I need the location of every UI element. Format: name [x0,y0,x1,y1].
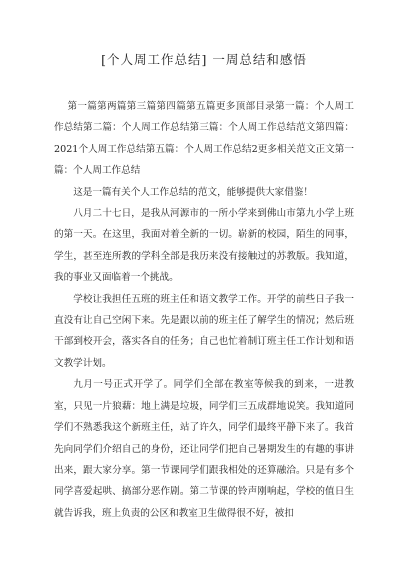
table-of-contents-paragraph: 第一篇第两篇第三篇第四篇第五篇更多顶部目录第一篇：个人周工作总结第二篇：个人周工作总结第三篇：个人周工作总结范文第四篇：2021个人周工作总结第五篇：个人周工作总结2更多相关范文正文第一篇：个人周工作总结 [54,101,354,177]
body-paragraph: 九月一号正式开学了。同学们全部在教室等候我的到来，一进教室，只见一片狼藉：地上满是垃圾，同学们三五成群地说笑。我知道同学们不熟悉我这个新班主任，站了许久，同学们最终平静下来了。我首先向同学们介绍自己的身份，还让同学们把自己暑期发生的有趣的事讲出来，跟大家分享。第一节课同学们跟我相处的还算融洽。只是有多个同学喜爱起哄、搞部分恶作剧。第二节课的铃声刚响起，学校的值日生就告诉我，班上负责的公区和教室卫生做得很不好，被扣 [54,379,354,519]
intro-paragraph: 这是一篇有关个人工作总结的范文，能够提供大家借鉴！ [73,186,314,198]
body-paragraph: 八月二十七日，是我从河源市的一所小学来到佛山市第九小学上班的第一天。在这里，我面对着全新的一切。崭新的校园，陌生的同事，学生，甚至连所教的学科全部是我历来没有接触过的苏教版。我知道，我的事业又面临着一个挑战。 [54,208,354,284]
document-title: [个人周工作总结] 一周总结和感悟 [101,52,307,67]
body-paragraph: 学校让我担任五班的班主任和语文教学工作。开学的前些日子我一直没有让自己空闲下来。先是跟以前的班主任了解学生的情况；然后班干部到校开会，落实各自的任务；自己也忙着制订班主任工作计划和语文教学计划。 [54,293,354,369]
